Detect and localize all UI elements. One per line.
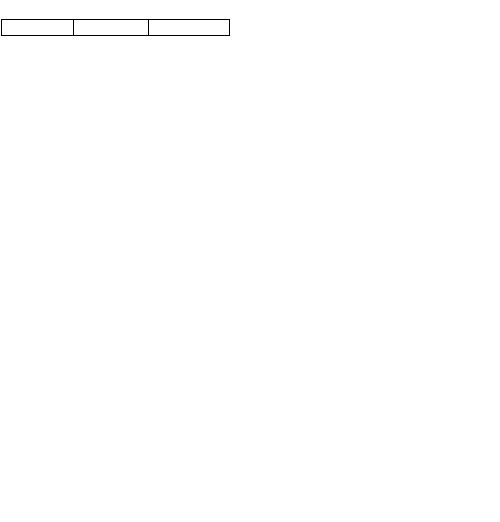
header-dam-sire xyxy=(149,20,230,36)
header-sire xyxy=(74,20,149,36)
registered-horses-table xyxy=(1,19,230,36)
left-header-row xyxy=(2,20,230,36)
header-horse-name xyxy=(2,20,74,36)
